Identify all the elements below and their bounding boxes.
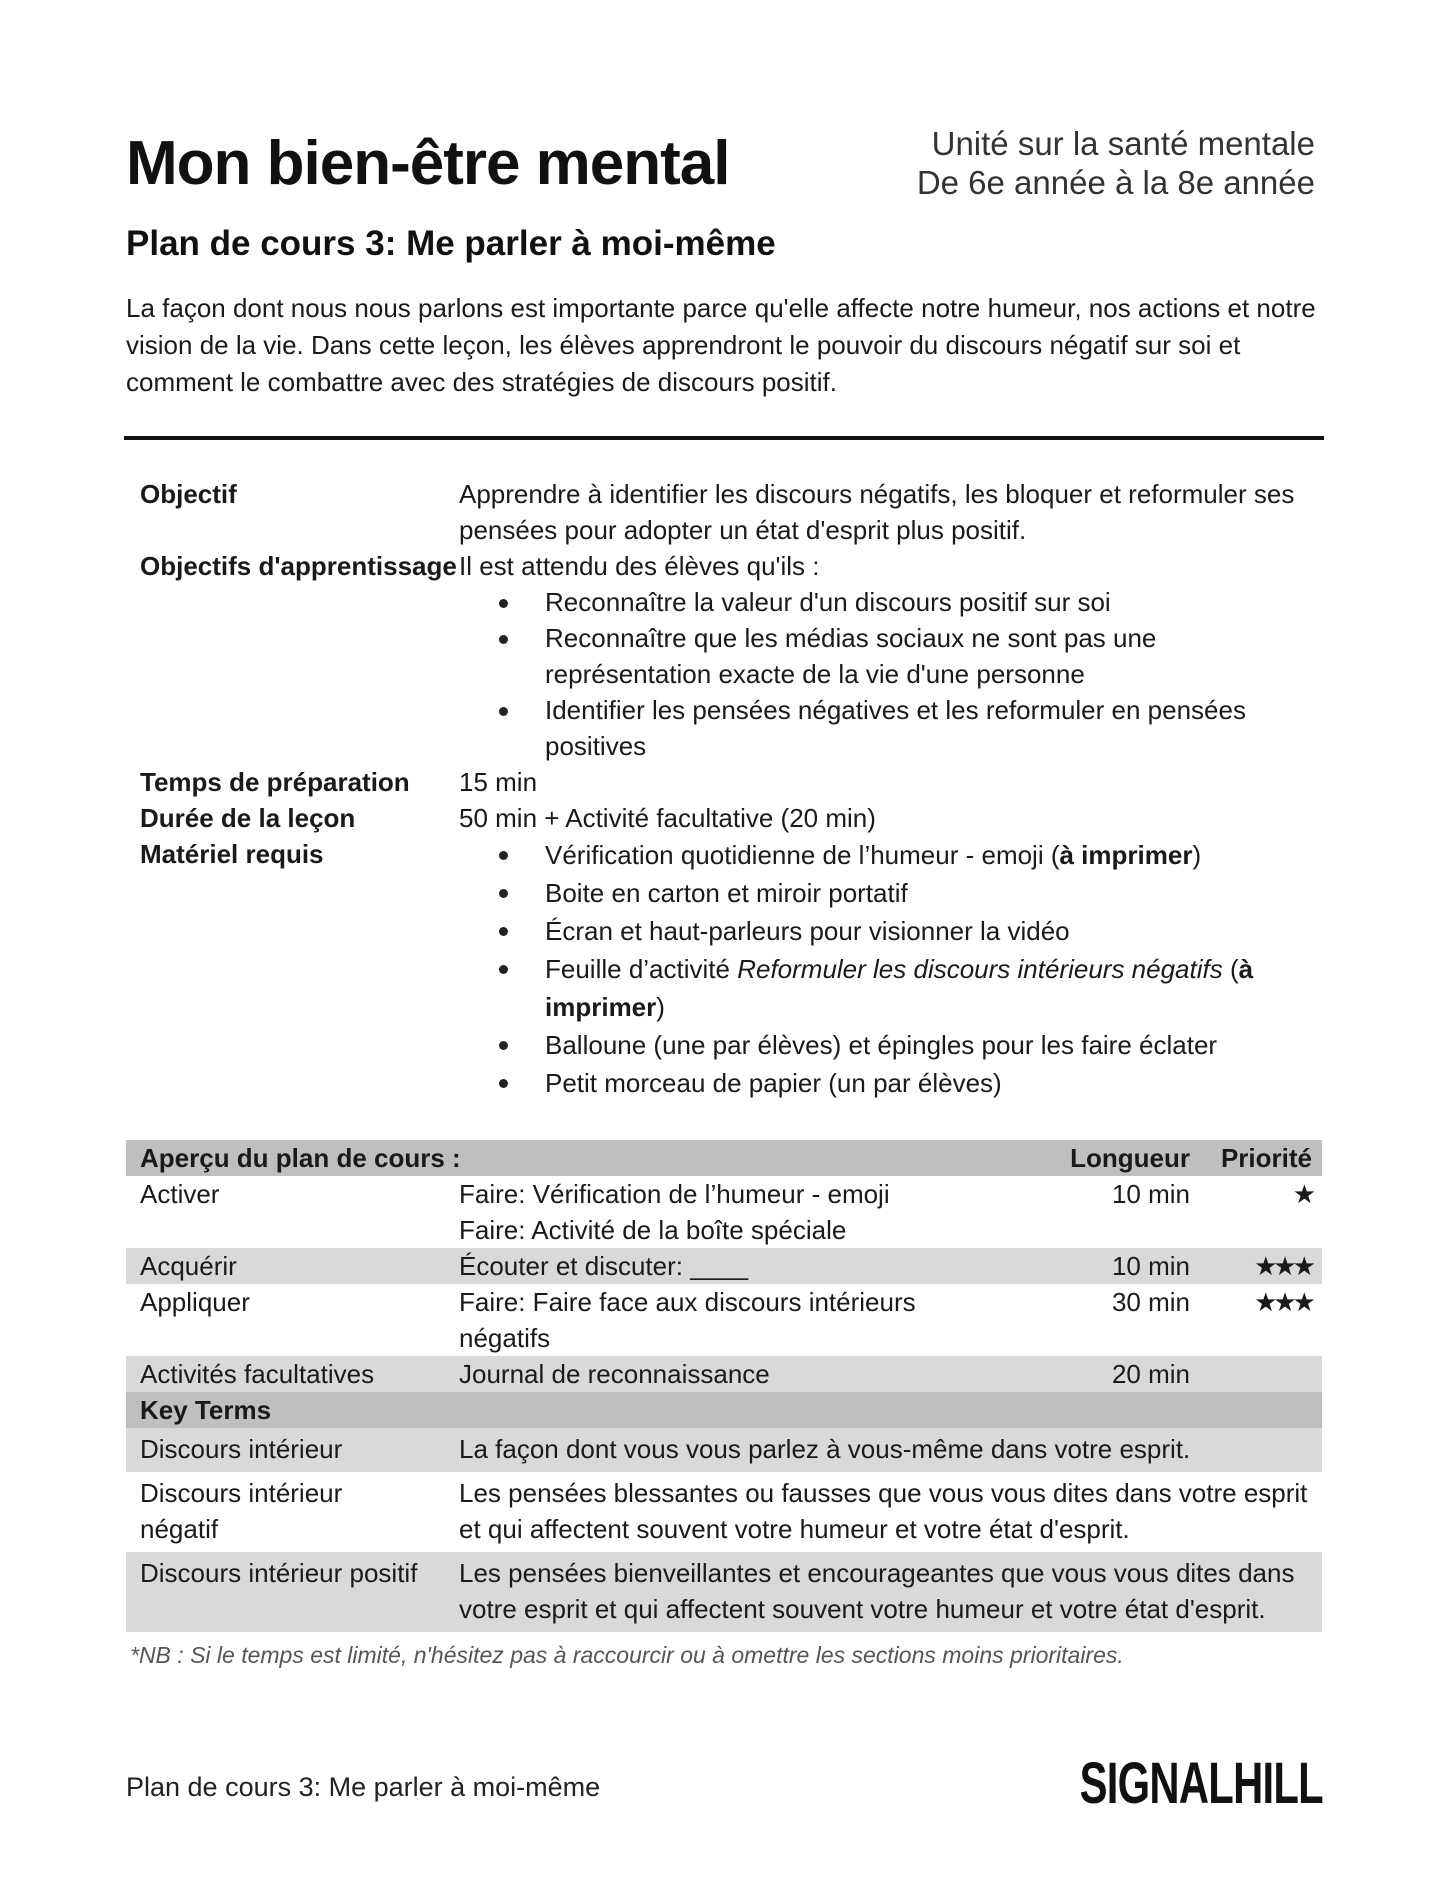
material-text: ) bbox=[656, 992, 665, 1022]
length-cell: 30 min bbox=[1111, 1287, 1190, 1317]
overview-header-row bbox=[126, 1140, 1322, 1176]
list-item: Écran et haut-parleurs pour visionner la vidéo bbox=[517, 912, 1322, 950]
phase-cell: Activer bbox=[140, 1179, 220, 1209]
unit-line-1: Unité sur la santé mentale bbox=[931, 125, 1315, 162]
activity-line: Faire: Activité de la boîte spéciale bbox=[459, 1215, 847, 1245]
key-terms-header: Key Terms bbox=[140, 1395, 272, 1425]
list-item: Petit morceau de papier (un par élèves) bbox=[517, 1064, 1322, 1102]
intro-paragraph: La façon dont nous nous parlons est importante parce qu'elle affecte notre humeur, nos actions et notre vision de la vie. Dans cette leçon, les élèves apprendront le pouvoir du discours négatif sur soi et comment le combattre avec des stratégies de discours positif. bbox=[126, 293, 1316, 397]
priority-stars: ★ bbox=[1292, 1179, 1312, 1209]
priority-stars: ★★★ bbox=[1254, 1287, 1312, 1317]
print-link: à imprimer bbox=[1059, 840, 1193, 870]
table-row bbox=[126, 1248, 1322, 1284]
goals-row bbox=[126, 548, 1322, 764]
material-text: Feuille d’activité bbox=[545, 954, 738, 984]
overview-header: Aperçu du plan de cours : bbox=[140, 1143, 461, 1173]
table-row bbox=[126, 1356, 1322, 1392]
priority-stars bbox=[1190, 1356, 1322, 1392]
overview-table bbox=[126, 1140, 1322, 1632]
list-item: Boite en carton et miroir portatif bbox=[517, 874, 1322, 912]
length-cell: 20 min bbox=[1111, 1359, 1190, 1389]
signalhill-logo: SIGNALHILL bbox=[1079, 1751, 1323, 1816]
phase-cell: Acquérir bbox=[140, 1251, 237, 1281]
divider bbox=[124, 436, 1324, 440]
term-cell: Discours intérieur négatif bbox=[140, 1478, 343, 1544]
term-cell: Discours intérieur positif bbox=[140, 1558, 418, 1588]
duration-row bbox=[126, 800, 1322, 836]
activity-cell: Journal de reconnaissance bbox=[459, 1359, 770, 1389]
phase-cell: Appliquer bbox=[140, 1287, 250, 1317]
definition-cell: La façon dont vous vous parlez à vous-même dans votre esprit. bbox=[459, 1434, 1191, 1464]
materials-label: Matériel requis bbox=[140, 839, 324, 869]
footer-text: Plan de cours 3: Me parler à moi-même bbox=[126, 1772, 601, 1802]
footnote: *NB : Si le temps est limité, n'hésitez pas à raccourcir ou à omettre les sections moins prioritaires. bbox=[130, 1642, 1124, 1668]
prep-row bbox=[126, 764, 1322, 800]
list-item: Reconnaître que les médias sociaux ne sont pas une représentation exacte de la vie d'une personne bbox=[517, 620, 1322, 692]
prep-value: 15 min bbox=[459, 767, 538, 797]
goals-value bbox=[459, 548, 1322, 764]
unit-line-2: De 6e année à la 8e année bbox=[916, 164, 1315, 201]
objective-value: Apprendre à identifier les discours négatifs, les bloquer et reformuler ses pensées pour adopter un état d'esprit plus positif. bbox=[459, 479, 1295, 545]
goals-intro: Il est attendu des élèves qu'ils : bbox=[459, 551, 820, 581]
table-row bbox=[126, 1176, 1322, 1248]
key-terms-header-row bbox=[126, 1392, 1322, 1428]
materials-list bbox=[459, 836, 1322, 1102]
print-link: à imprimer bbox=[545, 954, 1254, 1022]
list-item: Reconnaître la valeur d'un discours positif sur soi bbox=[517, 584, 1322, 620]
document-title: Mon bien-être mental bbox=[126, 129, 730, 198]
table-row bbox=[126, 1472, 1322, 1552]
duration-label: Durée de la leçon bbox=[140, 803, 356, 833]
duration-value: 50 min + Activité facultative (20 min) bbox=[459, 803, 876, 833]
lesson-info bbox=[126, 476, 1322, 1102]
unit-info bbox=[917, 124, 1315, 202]
definition-cell: Les pensées bienveillantes et encourageantes que vous vous dites dans votre esprit et qui affectent souvent votre humeur et votre état d'esprit. bbox=[459, 1558, 1295, 1624]
length-cell: 10 min bbox=[1111, 1251, 1190, 1281]
material-text: Vérification quotidienne de l’humeur - emoji ( bbox=[545, 840, 1060, 870]
goals-list bbox=[459, 584, 1322, 764]
objective-label: Objectif bbox=[140, 479, 237, 509]
goals-label: Objectifs d'apprentissage bbox=[140, 551, 457, 581]
material-text: ) bbox=[1192, 840, 1202, 870]
length-header: Longueur bbox=[1070, 1143, 1190, 1173]
term-cell: Discours intérieur bbox=[140, 1434, 343, 1464]
materials-row bbox=[126, 836, 1322, 1102]
list-item bbox=[517, 836, 1322, 874]
lesson-title: Plan de cours 3: Me parler à moi-même bbox=[126, 224, 776, 263]
table-row bbox=[126, 1552, 1322, 1632]
priority-stars: ★★★ bbox=[1254, 1251, 1312, 1281]
activity-cell: Écouter et discuter: ____ bbox=[459, 1251, 749, 1281]
prep-label: Temps de préparation bbox=[140, 767, 410, 797]
priority-header: Priorité bbox=[1220, 1143, 1312, 1173]
list-item: Identifier les pensées négatives et les reformuler en pensées positives bbox=[517, 692, 1322, 764]
length-cell: 10 min bbox=[1111, 1179, 1190, 1209]
list-item: Balloune (une par élèves) et épingles pour les faire éclater bbox=[517, 1026, 1322, 1064]
material-text: ( bbox=[1222, 954, 1239, 984]
activity-cell: Faire: Faire face aux discours intérieurs négatifs bbox=[459, 1287, 916, 1353]
table-row bbox=[126, 1284, 1322, 1356]
activity-line: Faire: Vérification de l’humeur - emoji bbox=[459, 1179, 890, 1209]
table-row bbox=[126, 1428, 1322, 1472]
list-item bbox=[517, 950, 1322, 1026]
phase-cell: Activités facultatives bbox=[140, 1359, 375, 1389]
worksheet-title: Reformuler les discours intérieurs négatifs bbox=[737, 954, 1223, 984]
materials-value bbox=[459, 836, 1322, 1102]
activity-cell bbox=[459, 1176, 1069, 1248]
objective-row bbox=[126, 476, 1322, 548]
definition-cell: Les pensées blessantes ou fausses que vous vous dites dans votre esprit et qui affectent souvent votre humeur et votre état d'esprit. bbox=[459, 1478, 1308, 1544]
